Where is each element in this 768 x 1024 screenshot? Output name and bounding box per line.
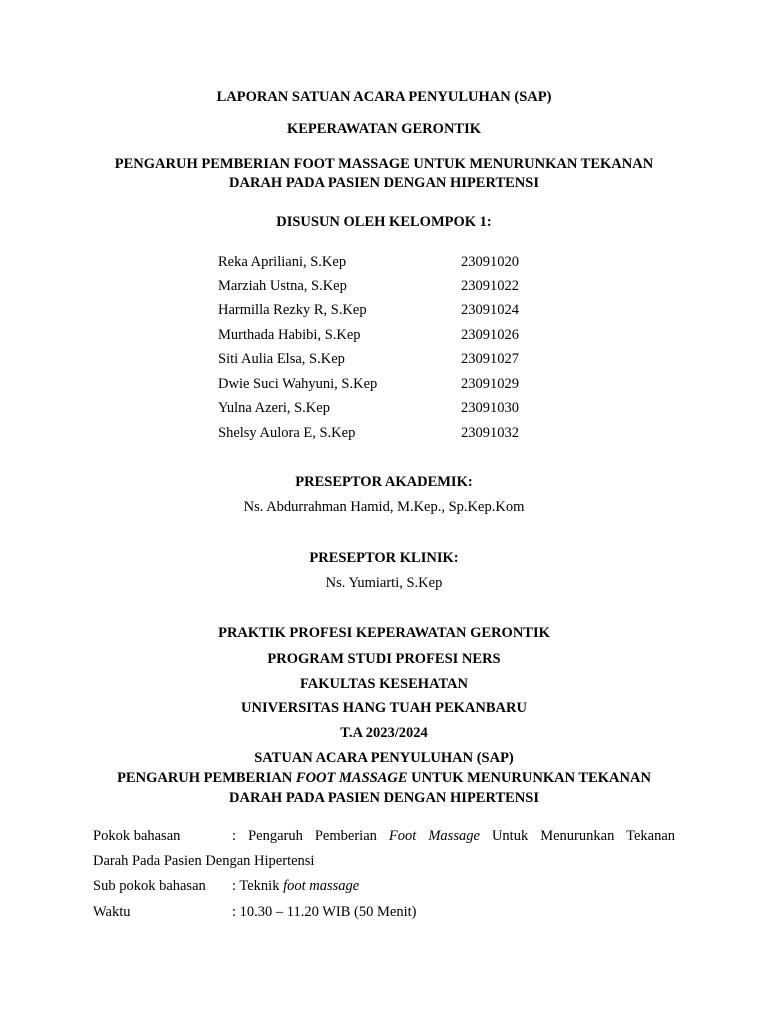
- member-name: Reka Apriliani, S.Kep: [218, 254, 347, 270]
- pokok-post: Untuk Menurunkan Tekanan: [479, 828, 676, 844]
- member-row: [218, 254, 558, 271]
- member-row: [218, 278, 558, 295]
- member-id: 23091032: [461, 425, 519, 441]
- pokok-bahasan-value: [232, 828, 675, 845]
- sub-pre: : Teknik: [232, 878, 284, 894]
- member-id: 23091027: [461, 351, 519, 367]
- topic-line-2: DARAH PADA PASIEN DENGAN HIPERTENSI: [229, 175, 539, 191]
- member-id: 23091020: [461, 254, 519, 270]
- pokok-pre: : Pengaruh Pemberian: [232, 828, 389, 844]
- member-row: [218, 351, 558, 368]
- academic-preceptor-heading: PRESEPTOR AKADEMIK:: [295, 474, 473, 490]
- pokok-bahasan-label: Pokok bahasan: [93, 828, 181, 844]
- member-row: [218, 327, 558, 344]
- institution-line-3: FAKULTAS KESEHATAN: [300, 676, 468, 692]
- member-row: [218, 302, 558, 319]
- member-name: Siti Aulia Elsa, S.Kep: [218, 351, 345, 367]
- member-name: Harmilla Rezky R, S.Kep: [218, 302, 367, 318]
- member-id: 23091029: [461, 376, 519, 392]
- topic-line-1: PENGARUH PEMBERIAN FOOT MASSAGE UNTUK MENURUNKAN TEKANAN: [114, 156, 654, 172]
- clinical-preceptor-heading: PRESEPTOR KLINIK:: [309, 550, 459, 566]
- member-name: Marziah Ustna, S.Kep: [218, 278, 347, 294]
- sap-topic-post: UNTUK MENURUNKAN TEKANAN: [407, 770, 651, 786]
- waktu-value: : 10.30 – 11.20 WIB (50 Menit): [232, 904, 417, 920]
- institution-line-1: PRAKTIK PROFESI KEPERAWATAN GERONTIK: [218, 625, 550, 641]
- member-name: Yulna Azeri, S.Kep: [218, 400, 330, 416]
- member-row: [218, 425, 558, 442]
- clinical-preceptor-name: Ns. Yumiarti, S.Kep: [325, 575, 443, 591]
- member-id: 23091026: [461, 327, 519, 343]
- sap-heading: SATUAN ACARA PENYULUHAN (SAP): [254, 750, 514, 766]
- group-heading: DISUSUN OLEH KELOMPOK 1:: [276, 214, 492, 230]
- report-subtitle: KEPERAWATAN GERONTIK: [286, 121, 482, 137]
- sap-topic-pre: PENGARUH PEMBERIAN: [117, 770, 296, 786]
- academic-year: T.A 2023/2024: [340, 725, 428, 741]
- sub-italic: foot massage: [283, 878, 360, 894]
- academic-preceptor-name: Ns. Abdurrahman Hamid, M.Kep., Sp.Kep.Kom: [243, 499, 525, 515]
- institution-line-4: UNIVERSITAS HANG TUAH PEKANBARU: [241, 700, 527, 716]
- member-name: Murthada Habibi, S.Kep: [218, 327, 361, 343]
- pokok-bahasan-continuation: Darah Pada Pasien Dengan Hipertensi: [93, 853, 315, 869]
- sap-topic-italic: FOOT MASSAGE: [295, 770, 408, 786]
- sub-pokok-label: Sub pokok bahasan: [93, 878, 206, 894]
- member-row: [218, 376, 558, 393]
- institution-line-2: PROGRAM STUDI PROFESI NERS: [267, 651, 501, 667]
- sap-topic-line-2: DARAH PADA PASIEN DENGAN HIPERTENSI: [229, 790, 539, 806]
- member-id: 23091024: [461, 302, 519, 318]
- member-name: Dwie Suci Wahyuni, S.Kep: [218, 376, 378, 392]
- waktu-label: Waktu: [93, 904, 131, 920]
- member-name: Shelsy Aulora E, S.Kep: [218, 425, 356, 441]
- pokok-italic: Foot Massage: [388, 828, 480, 844]
- report-title: LAPORAN SATUAN ACARA PENYULUHAN (SAP): [216, 89, 552, 105]
- member-id: 23091030: [461, 400, 519, 416]
- sub-pokok-value: [232, 878, 359, 895]
- member-row: [218, 400, 558, 417]
- sap-topic-line-1: [0, 770, 768, 787]
- member-id: 23091022: [461, 278, 519, 294]
